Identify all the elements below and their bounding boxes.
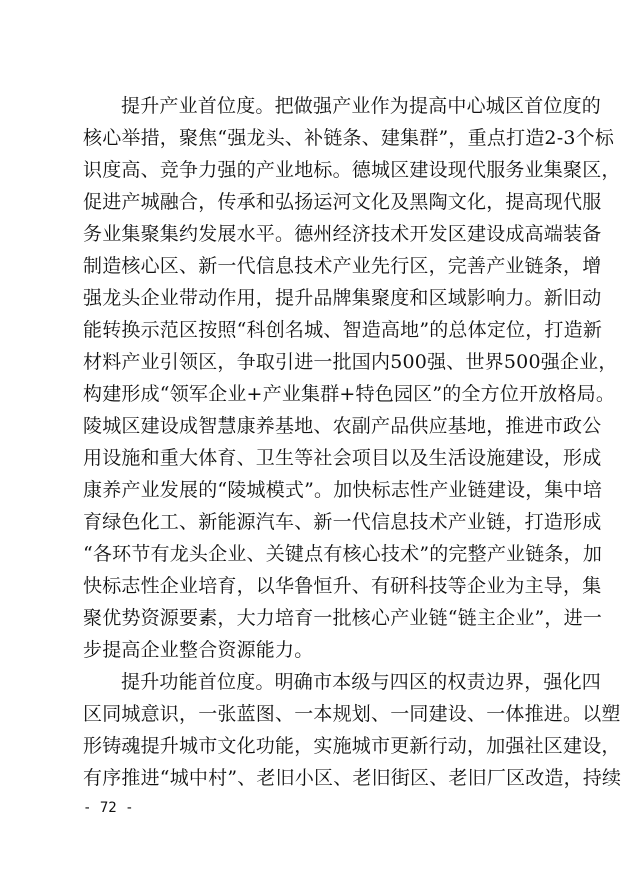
paragraph-line: 康养产业发展的“陵城模式”。加快标志性产业链建设，集中培 [83,479,603,501]
paragraph-line: 强龙头企业带动作用，提升品牌集聚度和区域影响力。新旧动 [83,287,602,309]
paragraph-line: 构建形成“领军企业+产业集群+特色园区”的全方位开放格局。 [83,383,616,405]
paragraph-line: 育绿色化工、新能源汽车、新一代信息技术产业链，打造形成 [83,511,602,533]
paragraph-line: 识度高、竞争力强的产业地标。德城区建设现代服务业集聚区， [83,159,621,181]
paragraph-line: “各环节有龙头企业、关键点有核心技术”的完整产业链条，加 [83,543,603,565]
paragraph-line: 形铸魂提升城市文化功能，实施城市更新行动，加强社区建设， [83,735,621,757]
paragraph-line: 快标志性企业培育，以华鲁恒升、有研科技等企业为主导，集 [83,575,602,597]
page-number: - 72 - [83,800,134,816]
paragraph-line: 制造核心区、新一代信息技术产业先行区，完善产业链条，增 [83,255,602,277]
paragraph-line: 聚优势资源要素，大力培育一批核心产业链“链主企业”，进一 [83,607,603,629]
paragraph-line: 务业集聚集约发展水平。德州经济技术开发区建设成高端装备 [83,223,602,245]
paragraph-line: 提升产业首位度。把做强产业作为提高中心城区首位度的 [121,95,602,117]
paragraph-line: 促进产城融合，传承和弘扬运河文化及黑陶文化，提高现代服 [83,191,602,213]
paragraph-line: 核心举措，聚焦“强龙头、补链条、建集群”，重点打造2-3个标 [83,127,615,149]
paragraph-line: 步提高企业整合资源能力。 [83,639,314,661]
paragraph-line: 区同城意识，一张蓝图、一本规划、一同建设、一体推进。以塑 [83,703,621,725]
paragraph-line: 材料产业引领区，争取引进一批国内500强、世界500强企业， [83,351,618,373]
paragraph-line: 提升功能首位度。明确市本级与四区的权责边界，强化四 [121,671,602,693]
paragraph-line: 能转换示范区按照“科创名城、智造高地”的总体定位，打造新 [83,319,603,341]
paragraph-line: 用设施和重大体育、卫生等社会项目以及生活设施建设，形成 [83,447,602,469]
paragraph-line: 有序推进“城中村”、老旧小区、老旧街区、老旧厂区改造，持续 [83,767,621,789]
paragraph-line: 陵城区建设成智慧康养基地、农副产品供应基地，推进市政公 [83,415,602,437]
